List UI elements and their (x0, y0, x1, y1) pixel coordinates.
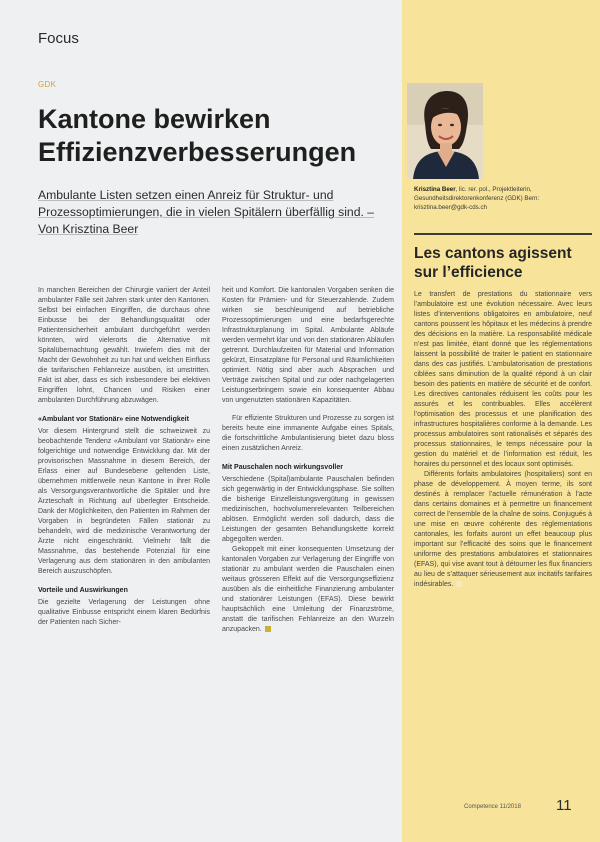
paragraph: heit und Komfort. Die kantonalen Vorgaben senken die Kosten für Prämien- und für Steuerzahlende. Zudem wirken sie beschleunigend auf betriebliche Prozessoptimierungen und eine bedarfsgerechte Infrastrukturplanung im Spital. Ambulante Abläufe werden vermehrt klar und von den stationären Abläufen getrennt. Durchlaufzeiten für Material und Information gekürzt, Einsatzpläne für Personal und Räumlichkeiten optimiert. Nötig sind aber auch Absprachen und Verträge zwischen Spital und zur oder nachgelagerten Leistungserbringern sowie ein konsequenter Abbau von ungenutzten stationären Kapazitäten. (222, 287, 394, 404)
paragraph-last (414, 470, 592, 590)
subheading: Vorteile und Auswirkungen (38, 587, 128, 594)
paragraph: Für effiziente Strukturen und Prozesse zu sorgen ist bereits heute eine immanente Aufgabe eines Spitals, die fortschrittliche Ambulantisierung bietet dazu bloss einen zusätzlichen Anreiz. (222, 415, 394, 452)
paragraph-last (222, 545, 394, 635)
sidebar-divider (414, 233, 592, 235)
author-details: , lic. rer. pol., Projektleiterin, Gesundheitsdirektorenkonferenz (GDK) Bern: krisztina.beer@gdk-cds.ch (414, 186, 540, 211)
sidebar-title: Les cantons agissent sur l’efficience (414, 245, 572, 281)
article-column-2 (222, 286, 394, 635)
paragraph: In manchen Bereichen der Chirurgie variiert der Anteil ambulanter Fälle seit Jahren stark unter den Kantonen. Selbst bei einfachen Eingriffen, die durchaus ohne Einbusse bei der Behandlungsqualität oder Patientensicherheit ambulant durchgeführt werden könnten, wird vielerorts die Alternative mit Spitalübernachtung gewählt. Inwiefern dies mit der Macht der Gewohnheit zu tun hat und welchen Einfluss die tarifarischen Fehlanreize ausüben, ist umstritten. Fakt ist aber, dass es sich insbesondere bei elektiven Eingriffen lohnt, Chancen und Risiken einer ambulanten Durchführung abzuwägen. (38, 287, 210, 404)
issue-info: Competence 11/2018 (464, 804, 521, 810)
paragraph-text: Différents forfaits ambulatoires (hospitaliers) sont en phase de développement. À moyen terme, ils sont destinés à remplacer l’actuelle rémunération à l’acte dans certains domaines et à permettre un financement correct de l’ensemble de la chaîne de soins. Conjugués à une mise en œuvre cohérente des réglementations cantonales, les forfaits auront un effet beaucoup plus important sur l’efficacité des soins que le financement uniforme des prestations ambulatoires et stationnaires (EFAS), qui vise avant tout à détourner les flux financiers au lieu de s’attaquer sérieusement aux incitatifs tarifaires indésirables. (414, 471, 592, 588)
author-caption (414, 185, 594, 212)
paragraph: Vor diesem Hintergrund stellt die schweizweit zu beobachtende Tendenz «Ambulant vor Stationär» eine folgerichtige und notwendige Entwicklung dar. Mit der provisorischen Massnahme in diesem Bereich, der Erlass einer auf Bundesebene geltenden Liste, übernehmen mittlerweile neun Kantone in ihrer Rolle als Versorgungsverantwortliche die Spitäler und ihre Ärzteschaft in Richtung auf überlegter Entscheide. Dank der Möglichkeiten, den Patienten im Rahmen der Vorgaben in begründeten Fällen stationär zu behandeln, wird die medizinische Verantwortung der Ärzte nicht eingeschränkt. Vielmehr fällt die Massnahme, das bestehende Potenzial für eine Verlagerung aus dem stationären in den ambulanten Bereich auszuschöpfen. (38, 428, 210, 575)
article-column-1 (38, 286, 210, 628)
paragraph: Le transfert de prestations du stationnaire vers l’ambulatoire est une évolution nécessaire. Avec leurs listes d’interventions obligatoires en ambulatoire, neuf cantons poussent les hôpitaux et les médecins à prendre des décisions en la matière. La responsabilité médicale n’est pas limitée, étant donné que les réglementations laissent la possibilité de traiter le patient en stationnaire dans des cas justifiés. L’ambulatorisation de prestations ciblées sans diminution de la qualité répond à un clair besoin des patients en matière de sécurité et de confort. Les directives cantonales réduisent les coûts pour les assurés et les contribuables. Elles accélèrent l’optimisation des processus et une planification des infrastructures hospitalières conforme à la demande. Les processus ambulatoires sont rationalisés et séparés des processus stationnaires, le temps nécessaire pour la gestion du matériel et de l’information est réduit, les horaires du personnel et des locaux sont optimisés. (414, 291, 592, 468)
end-mark-icon (265, 626, 271, 632)
author-photo (407, 83, 483, 179)
article-lede: Ambulante Listen setzen einen Anreiz für Struktur- und Prozessoptimierungen, die in vielen Spitälern überfällig sind. – Von Krisztina Beer (38, 188, 375, 236)
subheading: Mit Pauschalen noch wirkungsvoller (222, 464, 343, 471)
kicker: GDK (38, 80, 57, 89)
paragraph: Verschiedene (Spital)ambulante Pauschalen befinden sich gegenwärtig in der Entwicklungsphase. Sie sollten die bisherige Einzelleistungsvergütung in gewissen medizinischen, hochvolumenrelevanten Teilbereichen ablösen. Ermöglicht werden soll dadurch, dass die Leistungen der gesamten Behandlungskette korrekt abgegolten werden. (222, 476, 394, 543)
author-name: Krisztina Beer (414, 186, 456, 193)
paragraph: Die gezielte Verlagerung der Leistungen ohne qualitative Einbusse entspricht einem klaren Bedürfnis der Patienten nach Sicher- (38, 599, 210, 626)
page-number: 11 (556, 797, 572, 814)
sidebar-body (414, 290, 592, 590)
subheading: «Ambulant vor Stationär» eine Notwendigkeit (38, 416, 189, 423)
paragraph-text: Gekoppelt mit einer konsequenten Umsetzung der kantonalen Vorgaben zur Verlagerung der Eingriffe von stationär zu ambulant werden die Pauschalen einen weitaus grösseren Effekt auf die Versorgungseffizienz ausüben als die einheitliche Finanzierung ambulanter und stationärer Leistungen (EFAS). Diese bewirkt hauptsächlich eine Umleitung der Finanzströme, anstatt die tarifischen Fehlanreize an den Wurzeln anzupacken. (222, 546, 394, 633)
end-mark-icon (456, 581, 462, 587)
article-headline: Kantone bewirken Effizienzverbesserungen (38, 104, 357, 167)
section-label: Focus (38, 30, 79, 47)
